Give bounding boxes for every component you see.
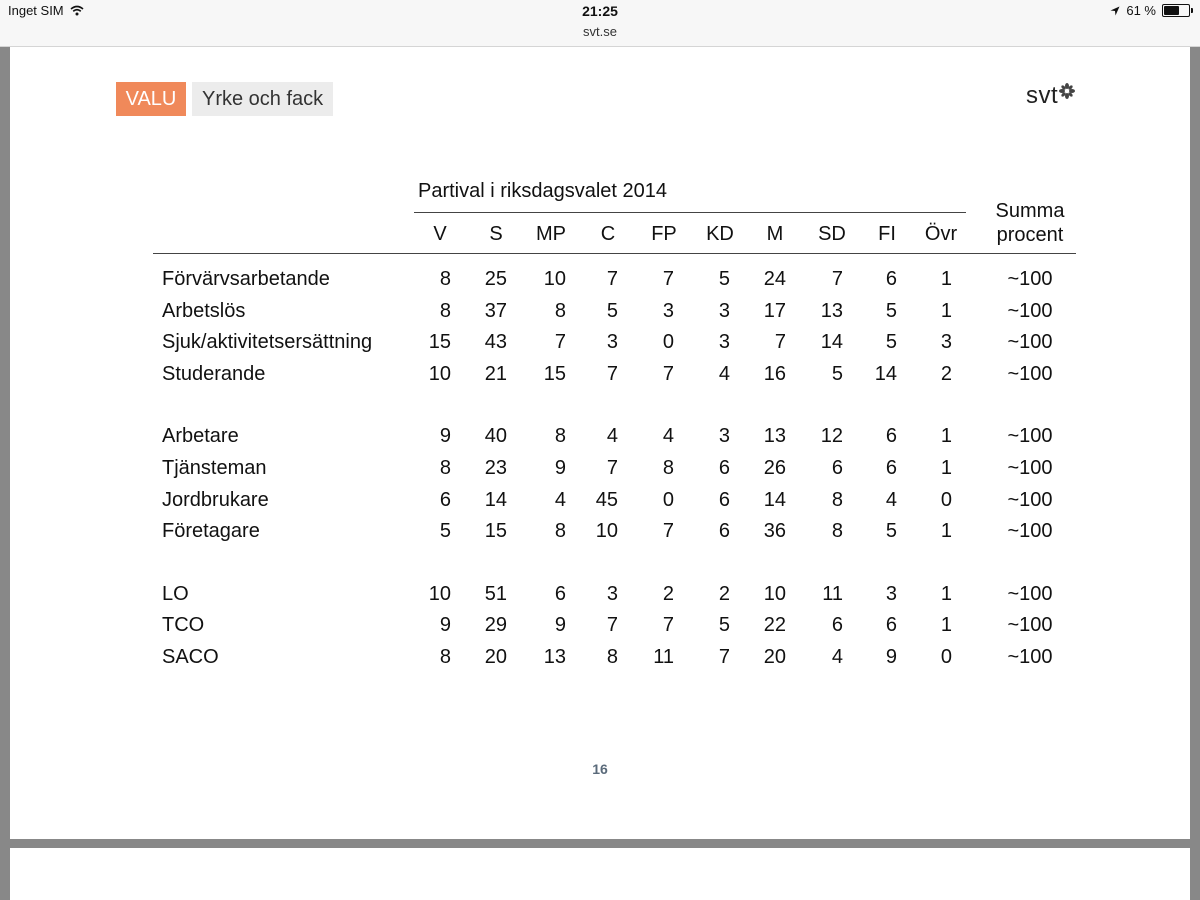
table-cell: 13: [763, 425, 786, 448]
table-cell: 5: [439, 520, 451, 543]
table-cell: 6: [831, 614, 843, 637]
table-cell: 37: [484, 299, 507, 322]
column-header: FI: [878, 223, 896, 245]
table-row: [10, 646, 1190, 676]
table-cell: 7: [662, 614, 674, 637]
table-cell: 4: [885, 488, 897, 511]
table-cell: 3: [718, 331, 730, 354]
row-label: Jordbrukare: [162, 488, 269, 511]
carrier-label: Inget SIM: [8, 3, 64, 18]
table-row: [10, 300, 1190, 330]
table-cell: 5: [885, 331, 897, 354]
table-cell: 25: [484, 268, 507, 290]
table-cell: 8: [554, 425, 566, 448]
table-cell: 0: [662, 488, 674, 511]
table-cell: 13: [543, 646, 566, 668]
next-slide-page: [10, 848, 1190, 900]
table-cell: 9: [554, 614, 566, 637]
table-cell: 0: [940, 488, 952, 511]
sum-header-line1: Summa: [995, 200, 1065, 222]
row-label: Studerande: [162, 362, 266, 385]
table-row: [10, 583, 1190, 613]
table-cell: 1: [940, 268, 952, 290]
table-cell: 43: [484, 331, 507, 354]
table-cell: 8: [439, 457, 451, 479]
row-label: Tjänsteman: [162, 457, 267, 479]
table-cell: 14: [820, 331, 843, 354]
sum-column-header: [976, 199, 1084, 247]
column-header: MP: [536, 223, 566, 245]
column-header: M: [766, 223, 784, 245]
clock: 21:25: [582, 3, 618, 19]
table-cell: 15: [484, 520, 507, 543]
row-label: LO: [162, 582, 189, 605]
table-cell: 1: [940, 299, 952, 322]
column-header: KD: [706, 223, 734, 245]
table-cell: 14: [763, 488, 786, 511]
sum-cell: ~100: [1007, 614, 1053, 637]
svt-flower-icon: [1059, 83, 1075, 99]
table-cell: 24: [763, 268, 786, 290]
table-cell: 1: [940, 520, 952, 543]
slide-page: [10, 47, 1190, 839]
table-cell: 7: [774, 331, 786, 354]
table-row: [10, 363, 1190, 393]
table-cell: 7: [718, 646, 730, 668]
table-cell: 8: [831, 488, 843, 511]
table-cell: 6: [885, 457, 897, 479]
table-cell: 10: [595, 520, 618, 543]
table-cell: 3: [718, 425, 730, 448]
url-label[interactable]: svt.se: [583, 24, 617, 39]
table-cell: 7: [606, 362, 618, 385]
table-cell: 10: [543, 268, 566, 290]
table-cell: 9: [439, 425, 451, 448]
table-cell: 29: [484, 614, 507, 637]
table-cell: 1: [940, 614, 952, 637]
table-cell: 17: [763, 299, 786, 322]
table-cell: 8: [606, 646, 618, 668]
table-row: [10, 425, 1190, 455]
sum-cell: ~100: [1007, 646, 1053, 668]
battery-icon: [1162, 4, 1190, 17]
table-cell: 3: [606, 331, 618, 354]
table-cell: 1: [940, 425, 952, 448]
table-cell: 9: [885, 646, 897, 668]
table-row: [10, 457, 1190, 487]
battery-level: [1164, 6, 1179, 15]
table-cell: 3: [940, 331, 952, 354]
row-label: Företagare: [162, 520, 260, 543]
table-cell: 23: [484, 457, 507, 479]
table-row: [10, 520, 1190, 550]
table-cell: 7: [554, 331, 566, 354]
title-divider: [414, 212, 966, 213]
table-cell: 11: [653, 646, 674, 668]
table-cell: 3: [885, 582, 897, 605]
table-cell: 12: [820, 425, 843, 448]
sum-cell: ~100: [1007, 425, 1053, 448]
row-label: Arbetslös: [162, 299, 246, 322]
row-label: Förvärvsarbetande: [162, 268, 330, 290]
sum-cell: ~100: [1007, 268, 1053, 290]
valu-tag: VALU: [116, 82, 186, 116]
table-cell: 0: [662, 331, 674, 354]
row-label: SACO: [162, 646, 219, 668]
table-cell: 6: [439, 488, 451, 511]
table-cell: 6: [831, 457, 843, 479]
table-cell: 5: [885, 520, 897, 543]
table-cell: 3: [718, 299, 730, 322]
table-cell: 2: [940, 362, 952, 385]
table-cell: 7: [662, 362, 674, 385]
table-cell: 45: [595, 488, 618, 511]
table-cell: 26: [763, 457, 786, 479]
table-row: [10, 489, 1190, 519]
table-cell: 22: [763, 614, 786, 637]
row-label: Sjuk/aktivitetsersättning: [162, 331, 373, 354]
table-cell: 4: [831, 646, 843, 668]
table-cell: 20: [763, 646, 786, 668]
location-arrow-icon: [1110, 6, 1120, 16]
table-cell: 6: [885, 268, 897, 290]
table-cell: 7: [606, 268, 618, 290]
status-bar: [0, 0, 1200, 47]
table-cell: 16: [763, 362, 786, 385]
sum-cell: ~100: [1007, 299, 1053, 322]
table-row: [10, 614, 1190, 644]
table-cell: 11: [822, 582, 843, 605]
table-cell: 51: [484, 582, 507, 605]
table-cell: 2: [662, 582, 674, 605]
table-row: [10, 331, 1190, 361]
page-number: 16: [592, 761, 608, 777]
sum-header-line2: procent: [996, 224, 1064, 246]
table-cell: 6: [554, 582, 566, 605]
table-cell: 6: [885, 614, 897, 637]
table-cell: 8: [662, 457, 674, 479]
table-title: Partival i riksdagsvalet 2014: [418, 180, 668, 202]
table-cell: 9: [554, 457, 566, 479]
table-cell: 8: [554, 520, 566, 543]
table-cell: 6: [718, 520, 730, 543]
table-cell: 1: [940, 582, 952, 605]
sum-cell: ~100: [1007, 457, 1053, 479]
sum-cell: ~100: [1007, 362, 1053, 385]
header-divider: [153, 253, 1076, 254]
logo-text: svt: [1026, 82, 1059, 109]
table-cell: 1: [940, 457, 952, 479]
table-cell: 4: [606, 425, 618, 448]
table-cell: 15: [428, 331, 451, 354]
table-cell: 8: [439, 646, 451, 668]
table-cell: 5: [885, 299, 897, 322]
table-cell: 9: [439, 614, 451, 637]
table-cell: 36: [763, 520, 786, 543]
table-cell: 8: [439, 268, 451, 290]
table-row: [10, 268, 1190, 298]
table-cell: 6: [718, 457, 730, 479]
battery-status: [1110, 3, 1190, 18]
table-cell: 8: [831, 520, 843, 543]
row-label: Arbetare: [162, 425, 239, 448]
column-header: SD: [818, 223, 846, 245]
table-cell: 6: [885, 425, 897, 448]
table-cell: 10: [763, 582, 786, 605]
column-header: FP: [651, 223, 677, 245]
sum-cell: ~100: [1007, 520, 1053, 543]
table-cell: 7: [831, 268, 843, 290]
table-cell: 8: [439, 299, 451, 322]
table-cell: 40: [484, 425, 507, 448]
sum-cell: ~100: [1007, 488, 1053, 511]
table-cell: 8: [554, 299, 566, 322]
table-cell: 10: [428, 362, 451, 385]
table-cell: 6: [718, 488, 730, 511]
table-cell: 5: [718, 614, 730, 637]
table-cell: 5: [606, 299, 618, 322]
table-cell: 21: [484, 362, 507, 385]
table-cell: 15: [543, 362, 566, 385]
table-cell: 4: [662, 425, 674, 448]
table-cell: 2: [718, 582, 730, 605]
table-cell: 7: [662, 268, 674, 290]
table-cell: 14: [484, 488, 507, 511]
column-header: V: [433, 223, 447, 245]
sum-cell: ~100: [1007, 331, 1053, 354]
table-cell: 7: [606, 457, 618, 479]
table-cell: 3: [662, 299, 674, 322]
battery-percent: 61 %: [1126, 3, 1156, 18]
topic-tag: Yrke och fack: [192, 82, 333, 116]
table-cell: 14: [874, 362, 897, 385]
table-cell: 7: [662, 520, 674, 543]
row-label: TCO: [162, 614, 205, 637]
table-cell: 0: [940, 646, 952, 668]
table-cell: 5: [831, 362, 843, 385]
column-header: Övr: [924, 223, 958, 245]
svt-logo: [1026, 82, 1075, 110]
table-cell: 10: [428, 582, 451, 605]
table-cell: 5: [718, 268, 730, 290]
table-cell: 20: [484, 646, 507, 668]
column-header: C: [600, 223, 616, 245]
table-cell: 4: [718, 362, 730, 385]
sum-cell: ~100: [1007, 582, 1053, 605]
column-header: S: [489, 223, 503, 245]
table-cell: 4: [554, 488, 566, 511]
table-cell: 3: [606, 582, 618, 605]
table-cell: 13: [820, 299, 843, 322]
table-cell: 7: [606, 614, 618, 637]
